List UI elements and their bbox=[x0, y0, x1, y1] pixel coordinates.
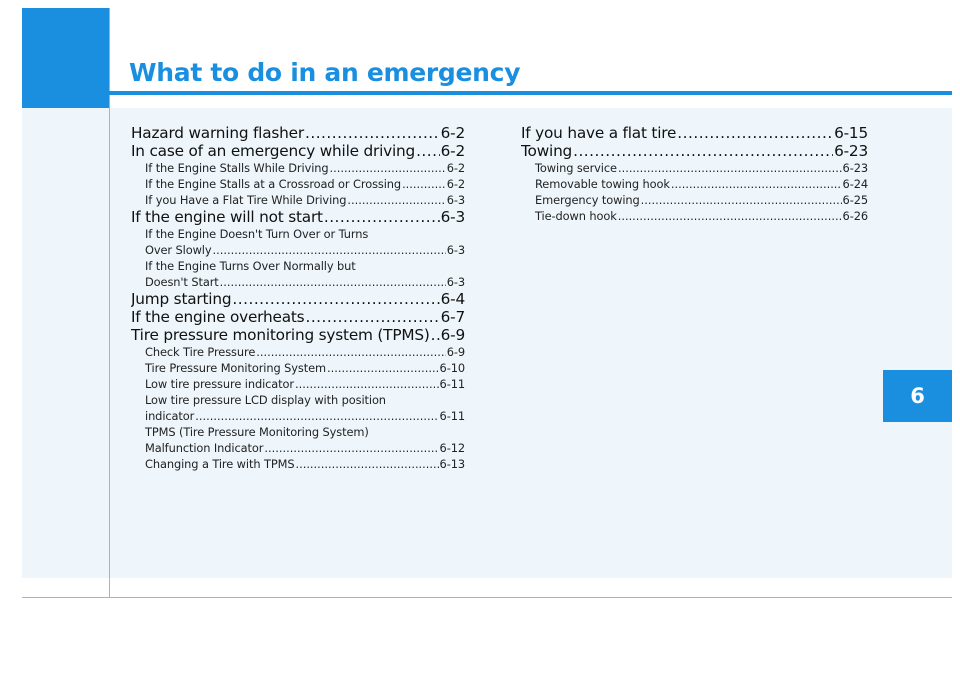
toc-entry-emergency-while-driving[interactable]: In case of an emergency while driving ..... 6-2 bbox=[131, 142, 465, 160]
chapter-number: 6 bbox=[910, 384, 925, 408]
toc-left-column bbox=[131, 124, 465, 472]
toc-entry-flat-tire[interactable]: If you have a flat tire ..... 6-15 bbox=[521, 124, 868, 142]
header-color-block bbox=[22, 8, 109, 108]
toc-subentry-tpms-system[interactable]: Tire Pressure Monitoring System ..... 6-10 bbox=[131, 360, 465, 376]
toc-subentry-tie-down-hook[interactable]: Tie-down hook ..... 6-26 bbox=[521, 208, 868, 224]
toc-entry-jump-starting[interactable]: Jump starting ..... 6-4 bbox=[131, 290, 465, 308]
toc-subentry-engine-doesnt-turn-over-line1[interactable]: If the Engine Doesn't Turn Over or Turns bbox=[145, 227, 369, 241]
margin-rule bbox=[109, 8, 110, 598]
toc-subentry-flat-tire-driving[interactable]: If you Have a Flat Tire While Driving ..... 6-3 bbox=[131, 192, 465, 208]
toc-entry-hazard-warning-flasher[interactable]: Hazard warning flasher ..... 6-2 bbox=[131, 124, 465, 142]
toc-subentry-engine-doesnt-turn-over[interactable]: Over Slowly ..... 6-3 bbox=[131, 242, 465, 258]
toc-subentry-removable-towing-hook[interactable]: Removable towing hook ..... 6-24 bbox=[521, 176, 868, 192]
toc-subentry-lcd-display-line1[interactable]: Low tire pressure LCD display with position bbox=[145, 393, 386, 407]
title-underline bbox=[109, 91, 952, 95]
page-title: What to do in an emergency bbox=[129, 58, 521, 87]
toc-entry-engine-will-not-start[interactable]: If the engine will not start ..... 6-3 bbox=[131, 208, 465, 226]
toc-entry-tpms[interactable]: Tire pressure monitoring system (TPMS) ..... 6-9 bbox=[131, 326, 465, 344]
toc-entry-towing[interactable]: Towing ..... 6-23 bbox=[521, 142, 868, 160]
toc-subentry-changing-tire-tpms[interactable]: Changing a Tire with TPMS ..... 6-13 bbox=[131, 456, 465, 472]
toc-subentry-engine-turns-over[interactable]: Doesn't Start ..... 6-3 bbox=[131, 274, 465, 290]
footer-rule bbox=[22, 597, 952, 598]
toc-subentry-tpms-malfunction[interactable]: Malfunction Indicator ..... 6-12 bbox=[131, 440, 465, 456]
toc-subentry-check-tire-pressure[interactable]: Check Tire Pressure ..... 6-9 bbox=[131, 344, 465, 360]
toc-subentry-towing-service[interactable]: Towing service ..... 6-23 bbox=[521, 160, 868, 176]
toc-subentry-engine-stalls-crossroad[interactable]: If the Engine Stalls at a Crossroad or Crossing ..... 6-2 bbox=[131, 176, 465, 192]
toc-subentry-engine-turns-over-line1[interactable]: If the Engine Turns Over Normally but bbox=[145, 259, 356, 273]
toc-subentry-lcd-display[interactable]: indicator ..... 6-11 bbox=[131, 408, 465, 424]
toc-subentry-engine-stalls-driving[interactable]: If the Engine Stalls While Driving ..... 6-2 bbox=[131, 160, 465, 176]
toc-subentry-emergency-towing[interactable]: Emergency towing ..... 6-25 bbox=[521, 192, 868, 208]
chapter-tab[interactable] bbox=[883, 370, 952, 422]
toc-subentry-tpms-malfunction-line1[interactable]: TPMS (Tire Pressure Monitoring System) bbox=[145, 425, 369, 439]
toc-subentry-low-tire-pressure-indicator[interactable]: Low tire pressure indicator ..... 6-11 bbox=[131, 376, 465, 392]
toc-entry-engine-overheats[interactable]: If the engine overheats ..... 6-7 bbox=[131, 308, 465, 326]
toc-right-column bbox=[521, 124, 868, 224]
